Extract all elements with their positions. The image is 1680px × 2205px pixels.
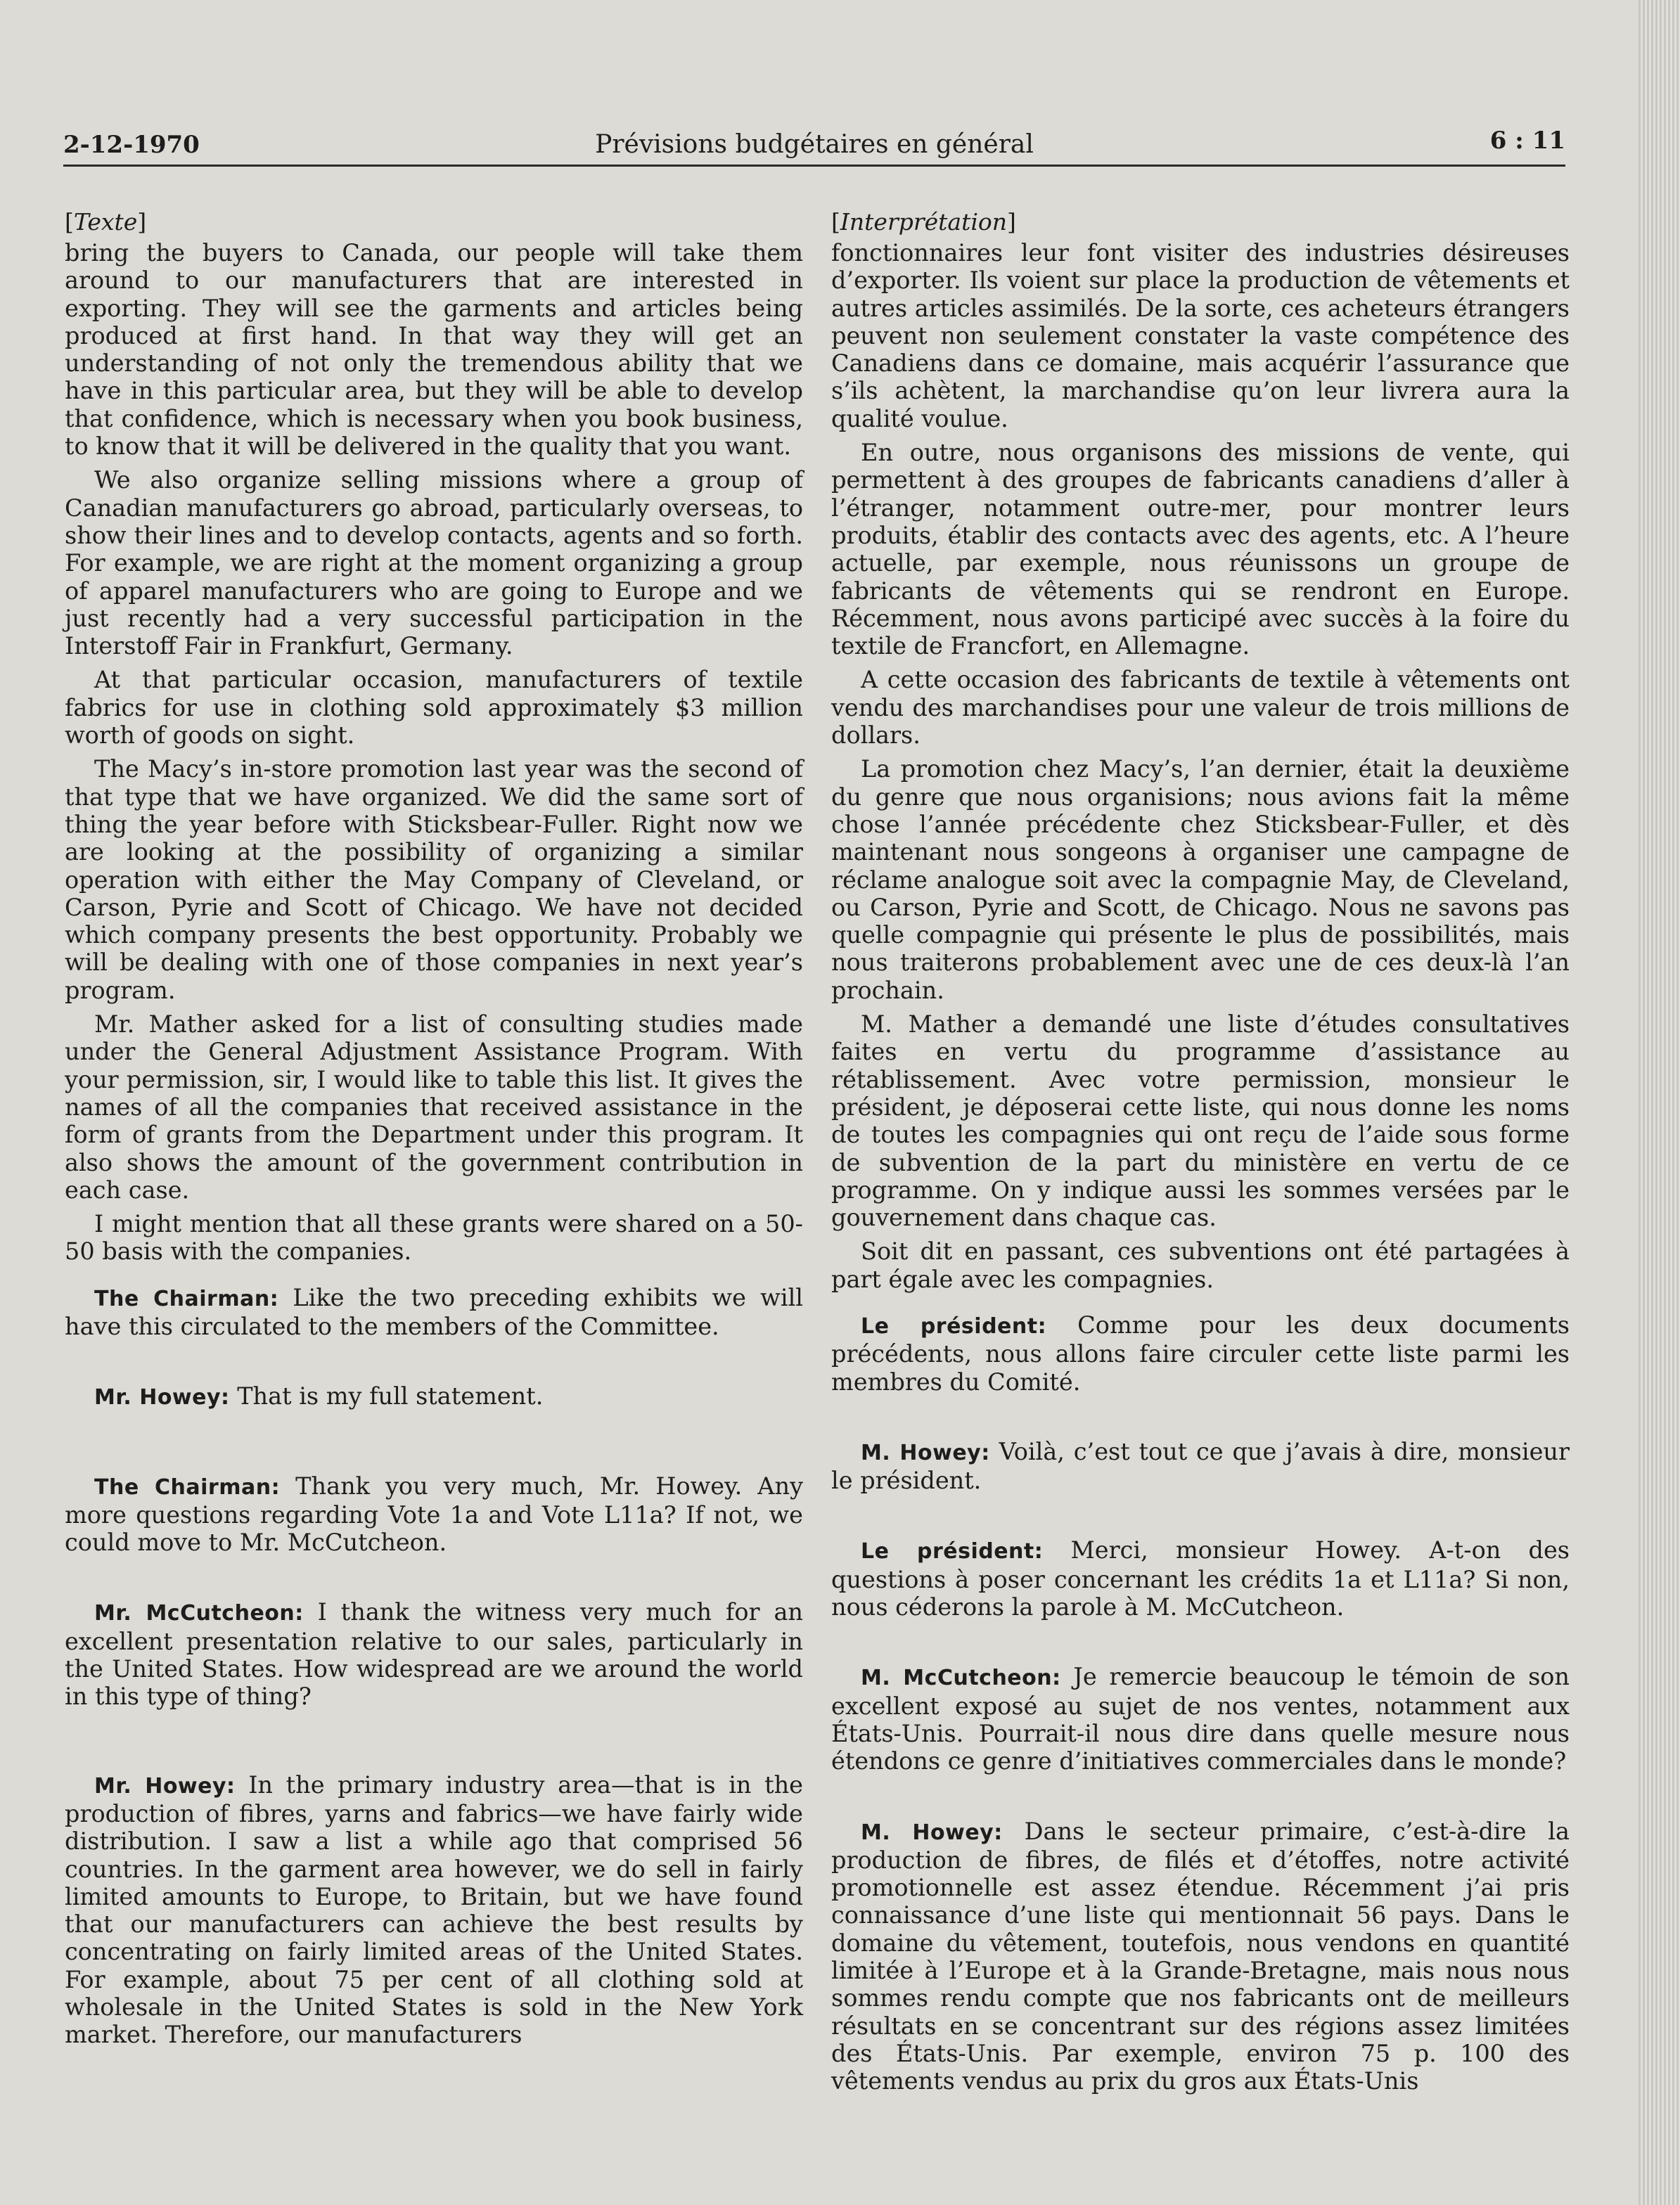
speaker-name: The Chairman: [94,1474,281,1500]
speech-text: That is my full statement. [237,1382,544,1410]
speaker-name: Mr. McCutcheon: [94,1601,304,1626]
speaker-name: The Chairman: [94,1286,279,1311]
header-title: Prévisions budgétaires en général [595,130,1034,159]
page-header [63,118,1565,167]
speech-paragraph [65,1771,803,2049]
speech-paragraph [831,1438,1570,1495]
paragraph: A cette occasion des fabricants de textile à vêtements ont vendu des marchandises pour une valeur de trois millions de dollars. [831,666,1570,750]
speech-text: Voilà, c’est tout ce que j’avais à dire, monsieur le président. [831,1437,1570,1495]
paragraph: Mr. Mather asked for a list of consulting studies made under the General Adjustment Assistance Program. With your permission, sir, I would like to table this list. It gives the names of all the companies that received assistance in the form of grants from the Department under this program. It also shows the amount of the government contribution in each case. [65,1010,803,1204]
english-column [65,208,803,2049]
speech-text: In the primary industry area—that is in the production of fibres, yarns and fabrics—we have fairly wide distribution. I saw a list a while ago that comprised 56 countries. In the garment area however, we do sell in fairly limited amounts to Europe, to Britain, but we have found that our manufacturers can achieve the best results by concentrating on fairly limited areas of the United States. For example, about 75 per cent of all clothing sold at wholesale in the United States is sold in the New York market. Therefore, our manufacturers [65,1770,803,2049]
page-edge [1639,0,1680,2205]
paragraph: En outre, nous organisons des missions de vente, qui permettent à des groupes de fabricants canadiens d’aller à l’étranger, notamment outre-mer, pour montrer leurs produits, établir des contacts avec des agents, etc. A l’heure actuelle, par exemple, nous réunissons un groupe de fabricants de vêtements qui se rendront en Europe. Récemment, nous avons participé avec succès à la foire du textile de Francfort, en Allemagne. [831,439,1570,660]
paragraph: bring the buyers to Canada, our people will take them around to our manufacturers that are interested in exporting. They will see the garments and articles being produced at first hand. In that way they will get an understanding of not only the tremendous ability that we have in this particular area, but they will be able to develop that confidence, which is necessary when you book business, to know that it will be delivered in the quality that you want. [65,239,803,461]
paragraph: Soit dit en passant, ces subventions ont été partagées à part égale avec les compagnies. [831,1238,1570,1293]
speech-paragraph [831,1663,1570,1775]
speech-paragraph [65,1284,803,1341]
speaker-name: Le président: [861,1313,1047,1339]
paragraph: At that particular occasion, manufacturers of textile fabrics for use in clothing sold approximately $3 million worth of goods on sight. [65,666,803,750]
speech-paragraph [831,1536,1570,1621]
speaker-name: M. McCutcheon: [861,1666,1061,1691]
paragraph: I might mention that all these grants were shared on a 50-50 basis with the companies. [65,1210,803,1266]
speaker-name: Mr. Howey: [94,1773,236,1799]
speech-paragraph [65,1598,803,1710]
speech-text: Dans le secteur primaire, c’est-à-dire la production de fibres, de filés et d’étoffes, notre activité promotionnelle est assez étendue. Récemment j’ai pris connaissance d’une liste qui mentionnait 56 pays. Dans le domaine du vêtement, toutefois, nous vendons en quantité limitée à l’Europe et à la Grande-Bretagne, mais nous nous sommes rendu compte que nos fabricants ont de meilleurs résultats en se concentrant sur des régions assez limitées des États-Unis. Par exemple, environ 75 p. 100 des vêtements vendus au prix du gros aux États-Unis [831,1817,1570,2095]
paragraph: La promotion chez Macy’s, l’an dernier, était la deuxième du genre que nous organisions; nous avions fait la même chose l’année précédente chez Sticksbear-Fuller, et dès maintenant nous songeons à organiser une campagne de réclame analogue soit avec la compagnie May, de Cleveland, ou Carson, Pyrie and Scott, de Chicago. Nous ne savons pas quelle compagnie qui présente le plus de possibilités, mais nous traiterons probablement avec une de ces deux-là l’an prochain. [831,755,1570,1004]
paragraph: M. Mather a demandé une liste d’études consultatives faites en vertu du programme d’assistance au rétablissement. Avec votre permission, monsieur le président, je déposerai cette liste, qui nous donne les noms de toutes les compagnies qui ont reçu de l’aide sous forme de subvention de la part du ministère en vertu de ce programme. On y indique aussi les sommes versées par le gouvernement dans chaque cas. [831,1010,1570,1232]
header-date: 2-12-1970 [63,131,200,159]
header-page-number: 6 : 11 [1489,127,1565,155]
paragraph: The Macy’s in-store promotion last year was the second of that type that we have organized. We did the same sort of thing the year before with Sticksbear-Fuller. Right now we are looking at the possibility of organizing a similar operation with either the May Company of Cleveland, or Carson, Pyrie and Scott of Chicago. We have not decided which company presents the best opportunity. Probably we will be dealing with one of those companies in next year’s program. [65,755,803,1004]
speech-paragraph [65,1382,803,1411]
french-column [831,208,1570,2095]
paragraph: fonctionnaires leur font visiter des industries désireuses d’exporter. Ils voient sur place la production de vêtements et autres articles assimilés. De la sorte, ces acheteurs étrangers peuvent non seulement constater la vaste compétence des Canadiens dans ce domaine, mais acquérir l’assurance que s’ils achètent, la marchandise qu’on leur livrera aura la qualité voulue. [831,239,1570,432]
speech-text: Thank you very much, Mr. Howey. Any more questions regarding Vote 1a and Vote L11a? If not, we could move to Mr. McCutcheon. [65,1472,803,1557]
language-label: [Interprétation] [831,208,1016,236]
speech-paragraph [65,1472,803,1557]
speaker-name: Mr. Howey: [94,1385,230,1410]
speech-text: Like the two preceding exhibits we will have this circulated to the members of the Committee. [65,1283,803,1340]
speech-text: I thank the witness very much for an excellent presentation relative to our sales, particularly in the United States. How widespread are we around the world in this type of thing? [65,1598,804,1711]
speech-text: Comme pour les deux documents précédents, nous allons faire circuler cette liste parmi les membres du Comité. [831,1311,1570,1396]
paragraph: We also organize selling missions where a group of Canadian manufacturers go abroad, particularly overseas, to show their lines and to develop contacts, agents and so forth. For example, we are right at the moment organizing a group of apparel manufacturers who are going to Europe and we just recently had a very successful participation in the Interstoff Fair in Frankfurt, Germany. [65,466,803,660]
speaker-name: M. Howey: [861,1820,1003,1845]
speech-paragraph [831,1818,1570,2095]
speaker-name: Le président: [861,1539,1044,1564]
speaker-name: M. Howey: [861,1440,990,1465]
speech-text: Je remercie beaucoup le témoin de son excellent exposé au sujet de nos ventes, notamment aux États-Unis. Pourrait-il nous dire dans quelle mesure nous étendons ce genre d’initiatives commerciales dans le monde? [831,1663,1570,1775]
speech-text: Merci, monsieur Howey. A-t-on des questions à poser concernant les crédits 1a et L11a? Si non, nous céderons la parole à M. McCutcheon. [831,1536,1570,1621]
speech-paragraph [831,1311,1570,1396]
language-label: [Texte] [65,208,147,236]
